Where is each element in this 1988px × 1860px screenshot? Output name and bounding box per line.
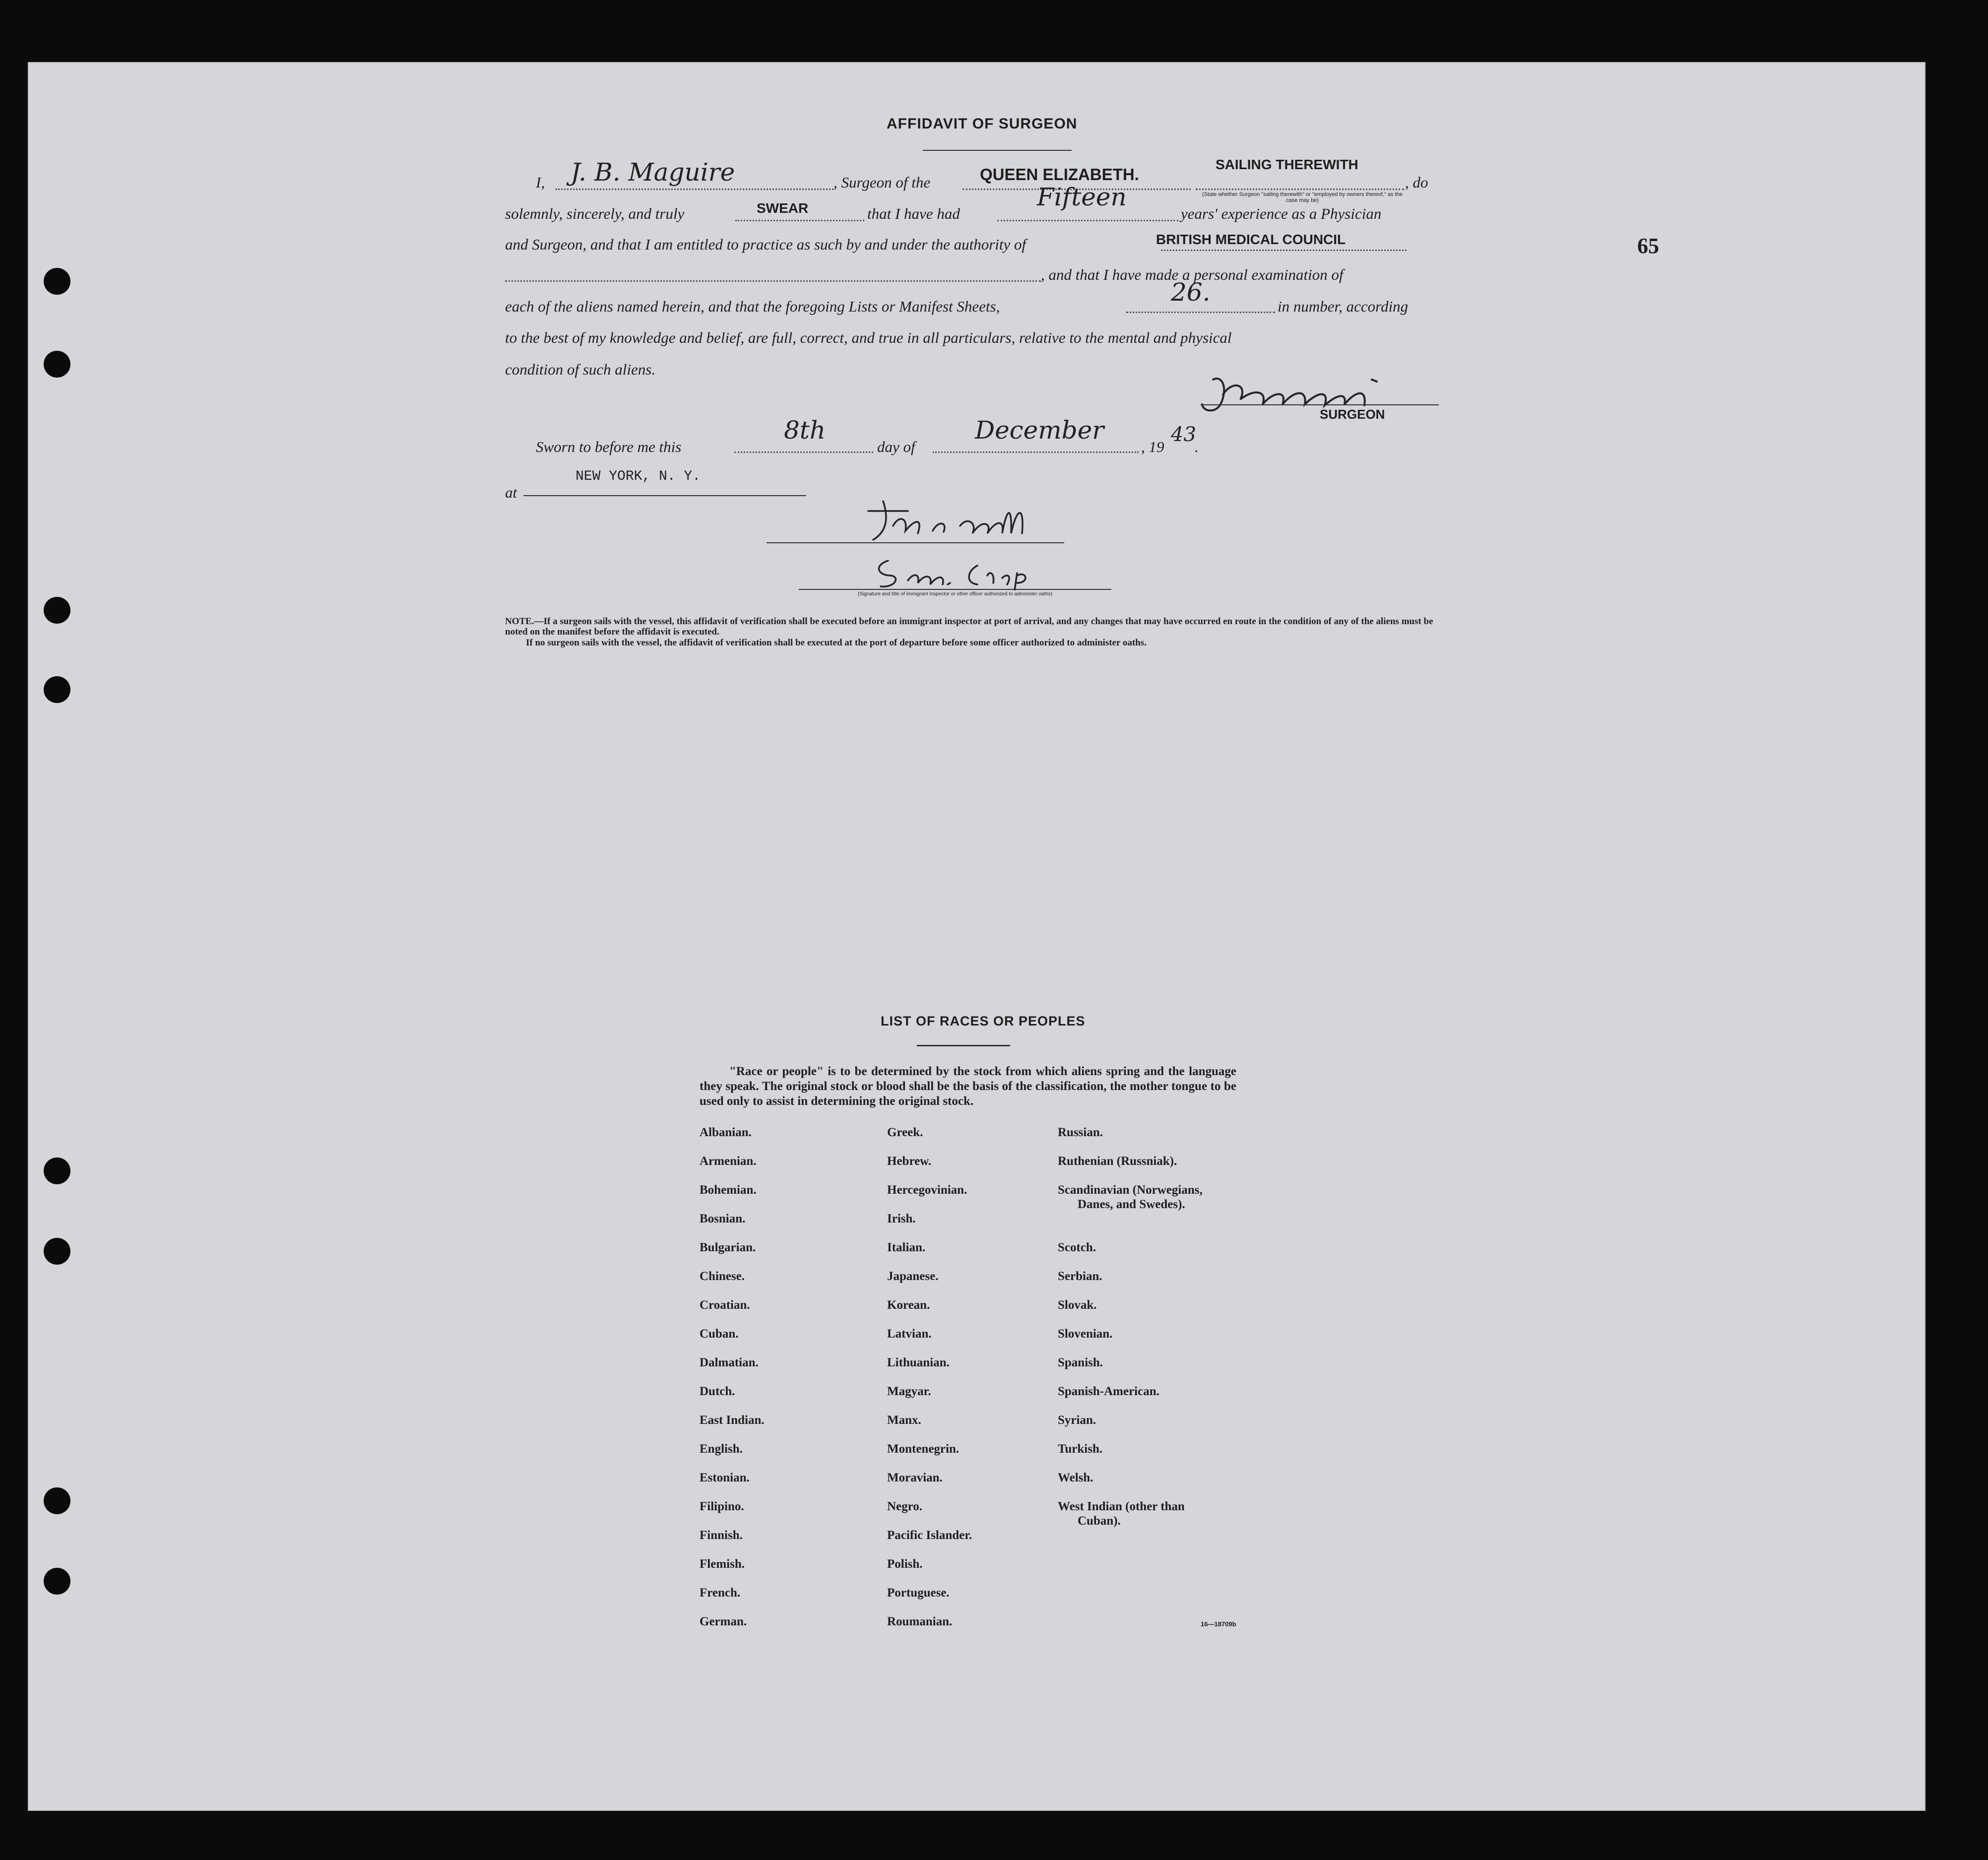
- title-underline: [923, 150, 1072, 151]
- do-text: , do: [1405, 174, 1428, 191]
- race-item: Bosnian.: [700, 1212, 746, 1225]
- race-item: Dalmatian.: [700, 1356, 759, 1369]
- race-item: East Indian.: [700, 1413, 765, 1427]
- vessel-name: QUEEN ELIZABETH.: [980, 165, 1139, 184]
- at-text: at: [505, 484, 517, 501]
- race-item: Ruthenian (Russniak).: [1058, 1154, 1177, 1168]
- officer-caption: (Signature and title of immigrant inspector or other officer authorized to administer oaths): [857, 591, 1053, 597]
- page-number: 65: [1637, 234, 1659, 258]
- race-item: Slovak.: [1058, 1298, 1097, 1312]
- race-item: Hercegovinian.: [887, 1183, 967, 1197]
- races-title: LIST OF RACES OR PEOPLES: [881, 1014, 1086, 1028]
- knowledge-text: to the best of my knowledge and belief, are full, correct, and true in all particulars, relative to the mental and physical: [505, 329, 1232, 346]
- race-item: Flemish.: [700, 1557, 745, 1571]
- month-handwritten: December: [975, 416, 1104, 445]
- race-item: Chinese.: [700, 1270, 745, 1283]
- day-handwritten: 8th: [784, 416, 826, 445]
- binder-hole: [44, 1568, 70, 1595]
- officer-signature-1: [853, 496, 1062, 546]
- race-item: Armenian.: [700, 1154, 757, 1168]
- binder-hole: [44, 1157, 70, 1184]
- races-intro: "Race or people" is to be determined by the stock from which aliens spring and the language they speak. The original stock or blood shall be the basis of the classification, the mother tongue to be used only to assist in determining the original stock.: [700, 1065, 1236, 1108]
- sailing-status: SAILING THEREWITH: [1216, 157, 1358, 172]
- location-line: [523, 495, 806, 496]
- race-item: Finnish.: [700, 1529, 743, 1542]
- document-sheet: [28, 62, 1925, 1811]
- race-item: Russian.: [1058, 1126, 1103, 1139]
- race-item: Polish.: [887, 1557, 923, 1571]
- race-item: Lithuanian.: [887, 1356, 950, 1369]
- note-1: NOTE.—If a surgeon sails with the vessel, this affidavit of verification shall be executed before an immigrant inspector at port of arrival, and any changes that may have occurred en route in the condition of any of the aliens must be noted on the manifest before the affidavit is executed.: [505, 616, 1433, 637]
- years-experience-text: years' experience as a Physician: [1181, 205, 1382, 222]
- form-number: 16—18709b: [1201, 1620, 1236, 1628]
- race-item: Korean.: [887, 1298, 930, 1312]
- races-title-underline: [917, 1045, 1010, 1046]
- and-surgeon-text: and Surgeon, and that I am entitled to practice as such by and under the authority of: [505, 236, 1026, 253]
- race-item: German.: [700, 1615, 747, 1628]
- race-item: Montenegrin.: [887, 1442, 960, 1456]
- note-2: If no surgeon sails with the vessel, the affidavit of verification shall be executed at the port of departure before some officer authorized to administer oaths.: [526, 638, 1147, 648]
- day-of-text: day of: [877, 438, 915, 455]
- solemnly-text: solemnly, sincerely, and truly: [505, 205, 685, 222]
- race-item: Pacific Islander.: [887, 1529, 972, 1542]
- binder-hole: [44, 351, 70, 378]
- race-item: Cuban).: [1078, 1514, 1121, 1528]
- race-item: Danes, and Swedes).: [1078, 1198, 1185, 1211]
- race-item: Manx.: [887, 1413, 921, 1427]
- officer-signature-2: [863, 556, 1042, 590]
- affidavit-title: AFFIDAVIT OF SURGEON: [887, 116, 1078, 132]
- race-item: English.: [700, 1442, 743, 1456]
- race-item: Magyar.: [887, 1385, 931, 1398]
- surgeon-name-handwritten: J. B. Maguire: [571, 158, 735, 187]
- years-line: [997, 220, 1178, 221]
- swear-line: [735, 220, 864, 221]
- race-item: Latvian.: [887, 1327, 932, 1341]
- binder-hole: [44, 1487, 70, 1514]
- race-item: Dutch.: [700, 1385, 735, 1398]
- race-item: Hebrew.: [887, 1154, 932, 1168]
- race-item: Spanish.: [1058, 1356, 1103, 1369]
- surgeon-signature: [1193, 370, 1421, 417]
- state-note: (State whether Surgeon "sailing therewith" or "employed by owners thereof," as the case may be): [1202, 192, 1403, 203]
- race-item: Bohemian.: [700, 1183, 757, 1197]
- surgeon-signature-line: [1201, 404, 1439, 405]
- each-of-aliens-text: each of the aliens named herein, and that the foregoing Lists or Manifest Sheets,: [505, 298, 1000, 315]
- race-item: Bulgarian.: [700, 1241, 756, 1254]
- sworn-to-text: Sworn to before me this: [536, 438, 682, 455]
- race-item: Spanish-American.: [1058, 1385, 1159, 1398]
- race-item: Scotch.: [1058, 1241, 1096, 1254]
- race-item: Serbian.: [1058, 1270, 1102, 1283]
- year-handwritten: 43: [1171, 423, 1196, 446]
- surgeon-label: SURGEON: [1320, 407, 1385, 422]
- surgeon-of-text: , Surgeon of the: [834, 174, 931, 191]
- years-handwritten: Fifteen: [1037, 183, 1127, 211]
- race-item: Turkish.: [1058, 1442, 1103, 1456]
- binder-hole: [44, 676, 70, 703]
- location: NEW YORK, N. Y.: [576, 469, 701, 484]
- condition-text: condition of such aliens.: [505, 361, 656, 378]
- race-item: Irish.: [887, 1212, 916, 1225]
- sheet-count-handwritten: 26.: [1171, 278, 1211, 307]
- race-item: Moravian.: [887, 1471, 943, 1484]
- race-item: Portuguese.: [887, 1586, 950, 1600]
- race-item: Greek.: [887, 1126, 923, 1139]
- race-item: Welsh.: [1058, 1471, 1093, 1484]
- that-i-have-had: that I have had: [867, 205, 960, 222]
- race-item: Italian.: [887, 1241, 926, 1254]
- surgeon-name-line: [556, 189, 834, 190]
- in-number-text: in number, according: [1278, 298, 1409, 315]
- race-item: Japanese.: [887, 1270, 939, 1283]
- officer-signature-line-1: [767, 542, 1064, 543]
- race-item: West Indian (other than: [1058, 1500, 1185, 1513]
- binder-hole: [44, 1238, 70, 1265]
- binder-hole: [44, 597, 70, 624]
- race-item: Albanian.: [700, 1126, 752, 1139]
- race-item: Syrian.: [1058, 1413, 1096, 1427]
- authority-continuation-line: [505, 280, 1041, 282]
- day-line: [734, 451, 873, 453]
- authority-line: [1161, 250, 1407, 251]
- month-line: [933, 451, 1139, 453]
- binder-hole: [44, 268, 70, 295]
- sheet-count-line: [1126, 312, 1275, 313]
- race-item: Croatian.: [700, 1298, 750, 1312]
- officer-signature-line-2: [799, 589, 1111, 590]
- year-suffix: .: [1195, 438, 1199, 455]
- race-item: Slovenian.: [1058, 1327, 1113, 1341]
- race-item: Estonian.: [700, 1471, 750, 1484]
- race-item: Cuban.: [700, 1327, 739, 1341]
- race-item: Filipino.: [700, 1500, 744, 1513]
- race-item: Negro.: [887, 1500, 923, 1513]
- race-item: French.: [700, 1586, 741, 1600]
- authority-name: BRITISH MEDICAL COUNCIL: [1156, 232, 1346, 247]
- year-prefix: , 19: [1141, 438, 1164, 455]
- race-item: Scandinavian (Norwegians,: [1058, 1183, 1203, 1197]
- i-prefix: I,: [536, 174, 545, 191]
- swear-word: SWEAR: [757, 200, 809, 216]
- race-item: Roumanian.: [887, 1615, 953, 1628]
- sailing-status-line: [1196, 189, 1404, 190]
- examination-text: , and that I have made a personal examination of: [1041, 266, 1344, 283]
